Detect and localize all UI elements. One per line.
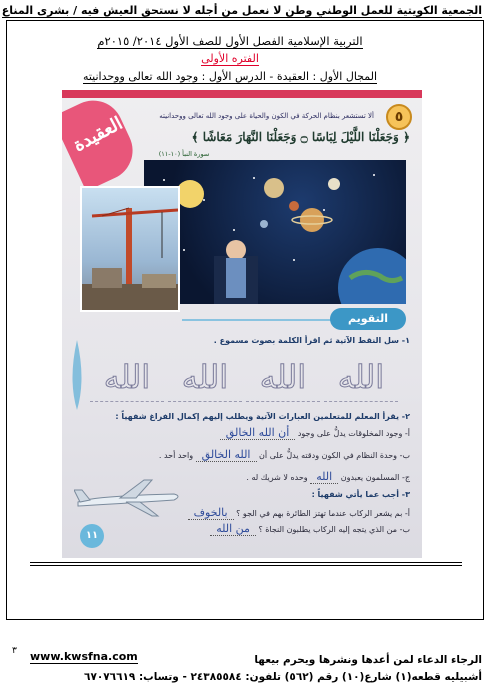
top-banner-text: الجمعية الكويتية للعمل الوطني وطن لا نعمل من أجله لا نستحق العيش فيه / بشرى المناع (1, 4, 482, 17)
double-rule (30, 562, 462, 566)
handwritten-answer: أن الله الخالق (220, 426, 295, 440)
space-scene-icon (144, 160, 406, 304)
trace-word: الله (246, 352, 320, 402)
lesson-number-badge: ٥ (386, 104, 412, 130)
fill-item-b: ب- وحدة النظام في الكون ودقته يدلُّ على أن الله الخالق واحد أحد . (158, 448, 410, 461)
airplane-icon (74, 476, 184, 520)
page-marker: ٣ (12, 646, 17, 656)
footer-prayer: الرجاء الدعاء لمن أعدها ونشرها ويحرم بيعها (254, 654, 482, 666)
period-title: الفتره الأولى (201, 52, 259, 65)
fill-item-d: أ- بم يشعر الركاب عندما تهتز الطائرة بهم في الجو ؟ بالخوف (74, 506, 410, 526)
trace-row (92, 352, 398, 404)
website-link[interactable]: www.kwsfna.com (30, 650, 138, 663)
book-page-number: ١١ (80, 524, 104, 548)
top-banner (1, 4, 482, 17)
handwritten-answer: الله (310, 470, 338, 484)
droplet-decoration-icon (68, 340, 86, 410)
crane-icon (82, 188, 180, 312)
question-3: ٣- أجب عما يأتي شفهياً : (311, 490, 410, 499)
question-2: ٢- يقرأ المعلم للمتعلمين العبارات الآتية ويطلب إليهم إكمال الفراغ شفهياً : (115, 412, 410, 421)
handwritten-answer: بالخوف (188, 506, 234, 520)
intro-text: ألا تستشعر بنظام الحركة في الكون والحياة على وجود الله تعالى ووحدانيته (159, 112, 374, 120)
fill-item-c: ج- المسلمون يعبدون الله وحده لا شريك له . (246, 470, 410, 483)
textbook-page (62, 90, 422, 558)
quran-verse: ﴿ وَجَعَلْنَا اللَّيْلَ لِبَاسًا ۝ وَجَعَلْنَا النَّهَارَ مَعَاشًا ﴾ (191, 130, 410, 144)
verse-reference: سورة النبأ (١٠-١١) (158, 150, 210, 158)
handwritten-answer: من الله (210, 522, 256, 536)
handwritten-answer: الله الخالق (196, 448, 257, 462)
top-color-bar (62, 90, 422, 98)
fill-item-e: ب- من الذي يتجه إليه الركاب يطلبون النجاة ؟ من الله (74, 522, 410, 542)
fill-item-a: أ- وجود المخلوقات يدلُّ على وجود أن الله الخالق (74, 426, 410, 446)
trace-word: الله (324, 352, 398, 402)
topic-title: المجال الأول : العقيدة - الدرس الأول : وجود الله تعالى ووحدانيته (82, 70, 378, 83)
trace-word: الله (90, 352, 164, 402)
tab-word: العقيدة (69, 112, 127, 157)
footer-address: أشبيليه قطعه(١) شارع(١٠) رقم (٥٦٢) تلفون: ٢٤٣٨٥٥٨٤ - وتساب: ٦٧٠٧٦٦١٩ (84, 671, 482, 683)
section-title: التقويم (330, 308, 406, 330)
trace-word: الله (168, 352, 242, 402)
construction-photo (80, 186, 180, 312)
course-title: التربية الإسلامية الفصل الأول للصف الأول ٢٠١٤/ ٢٠١٥م (97, 34, 363, 48)
question-1: ١- سل النقط الآتية ثم اقرأ الكلمة بصوت مسموع . (213, 336, 410, 345)
space-illustration (144, 160, 406, 304)
